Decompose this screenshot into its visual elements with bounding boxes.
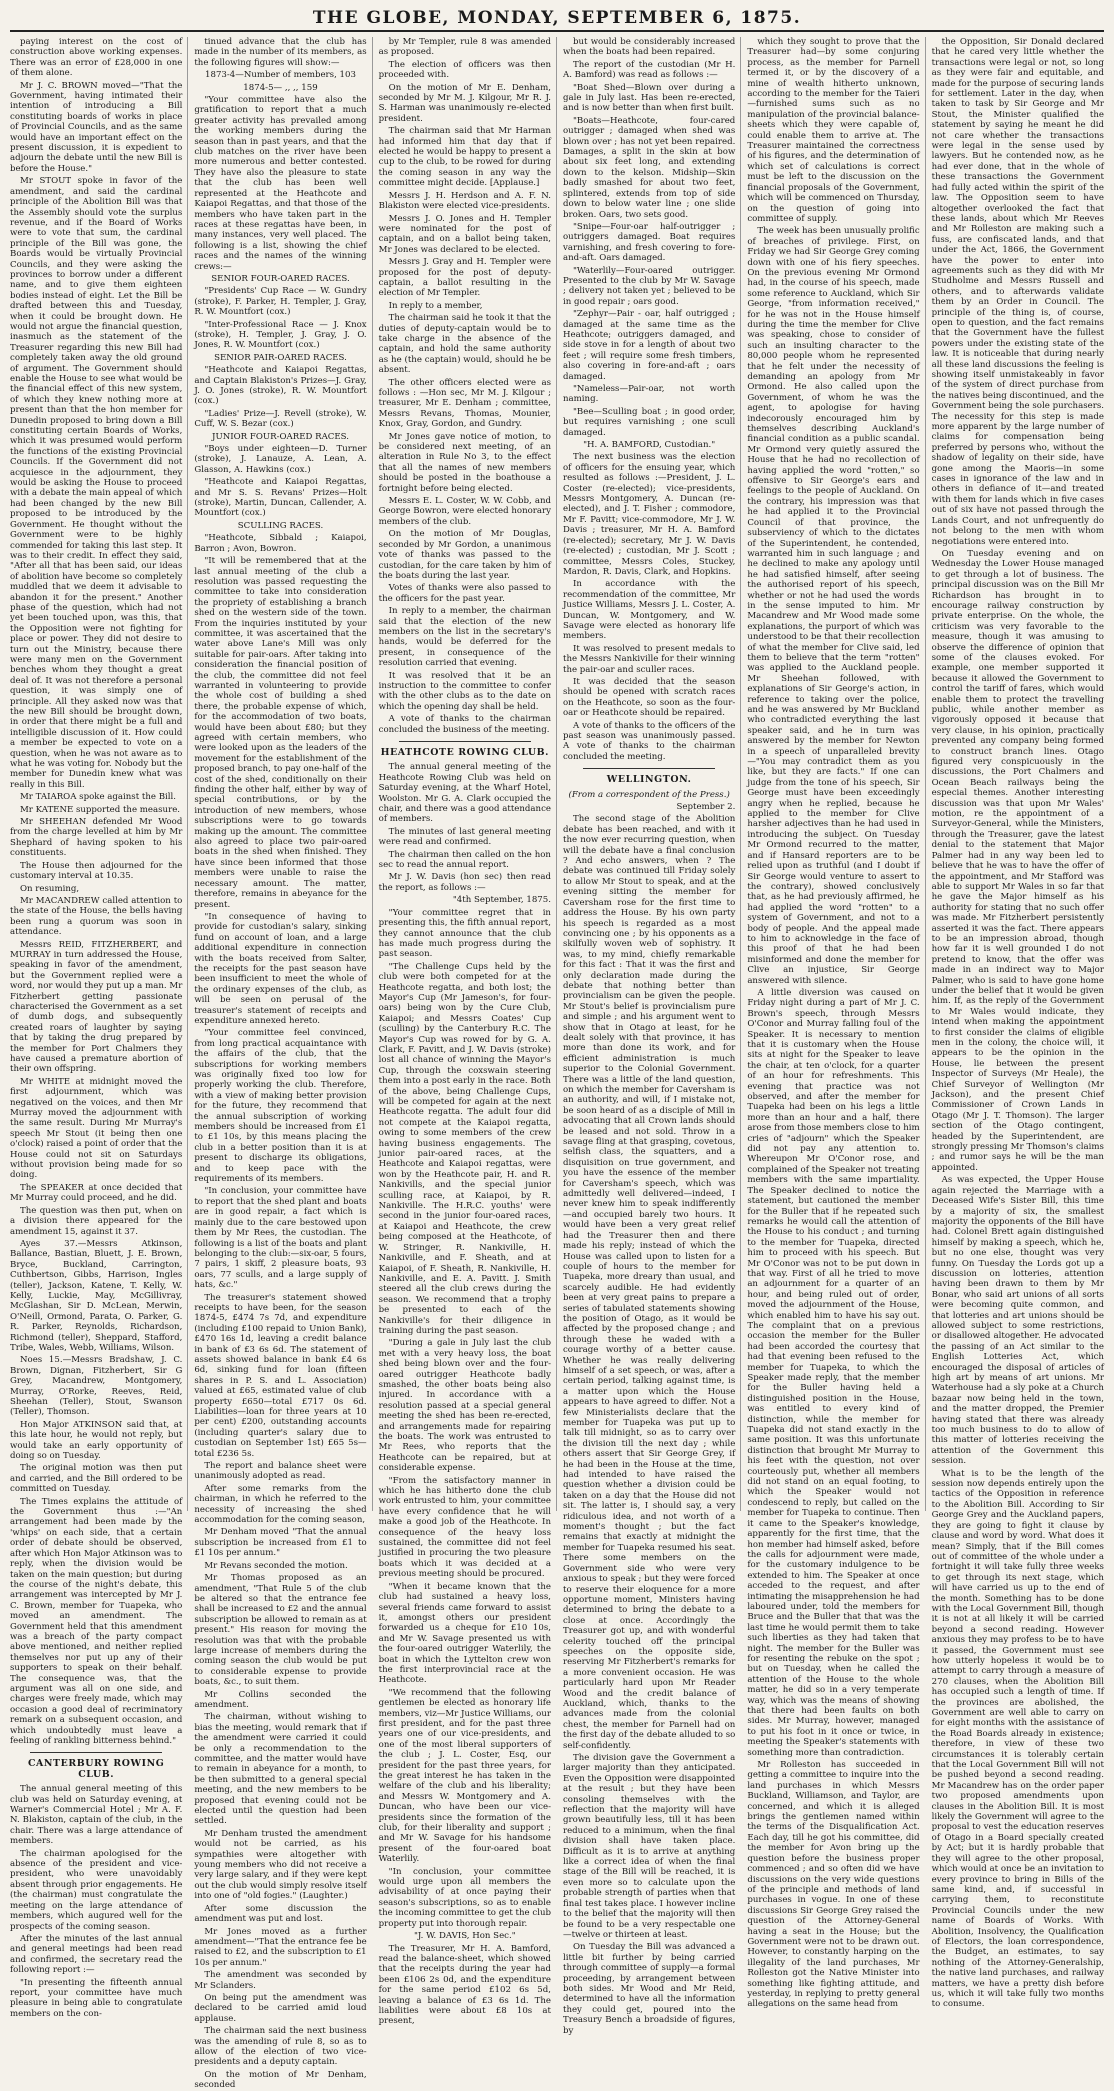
article-paragraph: "J. W. DAVIS, Hon Sec." xyxy=(413,1931,516,1942)
article-paragraph: "The Challenge Cups held by the club were both competed for at the Heathcote regatta, and both lost; the Mayor's Cup (Mr Jameson's, for four-oars) being won by the Cure Club, Kaiapoi; and Messrs Coates' Cup (sculling) by the Canterbury R.C. The Mayor's Cup was rowed for by G. A. Clark, F. Pavitt, and J. W. Davis (stroke) lost all chance of winning the Mayor's Cup, through the coxswain steering them into a post early in the race. Both of the above, being Challenge Cups, will be competed for again at the next Heathcote regatta. The adult four did not compete at the Kaiapoi regatta, owing to some members of the crew having business engagements. The junior pair-oared races, at the Heathcote and Kaiapoi regattas, were won by the Heathcote pair, H. and R. Nankivills, and the special junior sculling race, at Kaiapoi, by R. Nankiville. The H.R.C. youths' were second in the junior four-oared races, at Kaiapoi and Heathcote, the crew being composed at the Heathcote, of W. Stringer, R. Nankiville, H. Nankiville, and F. Sheath, and at Kaiapoi, of F. Sheath, R. Nankiville, H. Nankiville, and E. A. Pavitt. J. Smith steered all the club crews during the season. We recommend that a trophy be presented to each of the Nankiville's for their diligence in training during the past season. xyxy=(378,961,551,1336)
article-paragraph: 1873-4—Number of members, 103 xyxy=(205,70,356,81)
article-paragraph: Mr TAIAROA spoke against the Bill. xyxy=(20,792,176,803)
article-paragraph: It was decided that the season should be opened with scratch races on the Heathcote, so soon as the four-oar or Heathcote should be repaired. xyxy=(562,676,736,719)
article-paragraph: by Mr Templer, rule 8 was amended as proposed. xyxy=(378,37,551,58)
article-paragraph: The election of officers was then proceeded with. xyxy=(378,59,551,81)
article-paragraph: "Snipe—Four-oar half-outrigger ; outriggers damaged. Boat requires varnishing, and fresh covering to fore-and-aft. Oars damaged. xyxy=(562,221,736,264)
article-paragraph: Messrs REID, FITZHERBERT, and MURRAY in turn addressed the House, speaking in favor of the amendment, but the Government replied were a word, nor would they put up a man. Mr Fitzherbert getting passionate characterised the Government as a set of dumb dogs, and subsequently created roars of laughter by saying that by taking the drug prepared by the member for Port Chalmers they have caused a premature abortion of their own offspring. xyxy=(10,939,183,1075)
article-paragraph: After some discussion the amendment was put and lost. xyxy=(194,1903,367,1925)
article-paragraph: It was resolved that it be an instruction to the committee to confer with the other clubs as to the date on which the opening day shall be held. xyxy=(378,670,551,712)
article-paragraph: Mr Rolleston has succeeded in getting a committee to inquire into the land purchases in which Messrs Buckland, Williamson, and Taylor, are concerned, and which it is alleged brings the gentlemen named within the terms of the Disqualification Act. Each day, till he got his committee, did the member for Avon bring up the question before the business proper commenced ; and so often did we have discussions on the very wide questions of the principle and methods of land purchases in vogue. In one of these discussions Sir George Grey raised the question of the Attorney-General having a seat in the House; but the Government were not to be drawn out. However, to constantly harping on the illegality of the land purchases, Mr Rolleston got the Native Minister into something like fighting attitude, and yesterday, in replying to pretty general allegations on the same head from xyxy=(747,1760,920,2010)
article-paragraph: "Boat Shed—Blown over during a gale in July last. Has been re-erected, and is now better than when first built. xyxy=(562,82,736,114)
article-paragraph: It was resolved to present medals to the Messrs Nankiville for their winning the pair-oar and sculler races. xyxy=(562,643,736,675)
article-paragraph: "Heathcote and Kaiapoi Regattas, and Captain Blakiston's Prizes—J. Gray, J. O. Jones (stroke), R. W. Mountfort (cox.) xyxy=(194,365,367,407)
column-4 xyxy=(562,37,741,2036)
column-1 xyxy=(10,37,188,2019)
article-paragraph: On Tuesday evening and on Wednesday the Lower House managed to get through a lot of business. The principal discussion was on the Bill Mr Richardson has brought in to encourage railway construction by private enterprise. On the whole, the criticism was very favorable to the measure, though it was amusing to observe the difference of opinion that some of the clauses evoked. For example, one member supported it because it allowed the Government to control the tariff of fares, which would enable them to protect the travelling public, while another member as vigorously opposed it because that very clause, in his opinion, practically prevented any company being formed to construct branch lines. Otago figured very conspicuously in the discussions, the Port Chalmers and Ocean Beach railways being the especial themes. Another interesting discussion was that upon Mr Wales' motion, re the appointment of a Surveyor-General, while the Ministers, through the Treasurer, gave the latest denial to the statement that Major Palmer had in any way been led to believe that he was to have the offer of the appointment, and Mr Stafford was able to support Mr Wales in so far that he gave the Major himself as his authority for stating that no such offer was made. Mr Fitzherbert persistently asserted it was the fact. There appears to be an impression abroad, though how far it is well grounded I do not pretend to know, that the offer was made in an indirect way to Major Palmer, who is said to have gone home under the belief that it would be given him. If, as the reply of the Government to Mr Wales would indicate, they intend when making the appointment to first consider the claims of eligible men in the colony, the choice will, it appears to be the opinion in the House, lie between the present Inspector of Surveys (Mr Heale), the Chief Surveyor of Wellington (Mr Jackson), and the present Chief Commissioner of Crown Lands in Otago (Mr J. T. Thomson). The larger section of the Otago contingent, headed by the Superintendent, are strongly pressing Mr Thomson's claims ; and rumor says he will be the man appointed. xyxy=(931,548,1104,1173)
article-paragraph: the Opposition, Sir Donald declared that he cared very little whether the transactions were legal or not, so long as they were fair and equitable, and made for the purpose of securing lands for settlement. Later in the day, when taken to task by Sir George and Mr Stout, the Minister qualified the statement by saying he meant he did not care whether the transactions were legal in the sense used by lawyers. But he contended now, as he had ever done, that in the whole of these transactions the Government had fully acted within the spirit of the law. The Opposition seem to have altogether overlooked the fact that these lands, about which Mr Reeves and Mr Rolleston are making such a fuss, are confiscated lands, and that under the Act, 1866, the Government have the power to enter into agreements such as they did with Mr Studholme and Messrs Russell and others, and to afterwards validate them by an Order in Council. The principle of the thing is, of course, open to question, and the fact remains that the Government have the fullest powers under the existing state of the law. It is noticeable that during nearly all these land discussions the feeling is showing itself unmistakeably in favor of the system of direct purchase from the natives being discontinued, and the Government being the sole purchasers. The necessity for this step is made more apparent by the large number of claims for compensation being preferred by persons who, without the shadow of legality on their side, have gone among the Maoris—in some cases in ignorance of the law and in others in defiance of it—and treated with them for lands which in five cases out of six have not passed through the Lands Court, and not unfrequently do not belong to the men with whom negotiations were entered into. xyxy=(931,37,1104,547)
article-paragraph: On the motion of Mr E. Denham, seconded by Mr M. J. Kilgour, Mr R. J. S. Harman was unanimously re-elected president. xyxy=(378,82,551,124)
article-paragraph: Mr Jones moved as a further amendment—"That the entrance fee be raised to £2, and the subscription to £1 10s per annum." xyxy=(194,1926,367,1968)
article-paragraph: The chairman said the next business was the amending of rule 8, so as to allow of the election of two vice-presidents and a deputy captain. xyxy=(194,2026,367,2068)
article-paragraph: The treasurer's statement showed receipts to have been, for the season 1874-5, £474 7s 7d, and expenditure (including £100 repaid to Union Bank), £470 16s 1d, leaving a credit balance in bank of £3 6s 6d. The statement of assets showed balance in bank £4 6s 6d, sinking fund for loan (fifteen shares in P. S. and L. Association) valued at £65, estimated value of club property £650—total £717 0s 6d. Liabilities—loan for three years at 10 per cent) £200, outstanding accounts (including quarter's salary due to custodian on September 1st) £65 5s—total £236 5s. xyxy=(194,1292,367,1459)
article-paragraph: "Boys under eighteen—D. Turner (stroke), J. Lanauze, A. Lean, A. Glasson, A. Hawkins (cox.) xyxy=(194,444,367,475)
article-paragraph: The chairman apologised for the absence of the president and vice-president, who were unavoidably absent through prior engagements. He (the chairman) must congratulate the meeting on the large attendance of members, which augured well for the prospects of the coming season. xyxy=(10,1848,183,1932)
article-paragraph: The amendment was seconded by Mr Sclanders. xyxy=(194,1970,367,1991)
article-paragraph: tinued advance that the club has made in the number of its members, as the following figures will show:— xyxy=(194,37,367,68)
article-paragraph: The Treasurer, Mr H. A. Bamford, read the balance-sheet, which showed that the receipts during the year had been £106 2s 0d, and the expenditure for the same period £102 6s 5d, leaving a balance of £3 6s 1d. The liabilities were about £8 10s at present, xyxy=(378,1943,551,2027)
article-paragraph: "We recommend that the following gentlemen be elected as honorary life members, viz—Mr Justice Williams, our first president, and for the past three years one of our vice-presidents, and one of the most liberal supporters of the club ; J. L. Coster, Esq, our president for the past three years, for the great interest he has taken in the welfare of the club and his liberality; and Messrs W. Montgomery and A. Duncan, who have been our vice-presidents since the formation of the club, for their liberality and support ; and Mr W. Savage for his handsome present of the four-oared boat Waterlily. xyxy=(378,1687,551,1865)
article-paragraph: "Boats—Heathcote, four-cared outrigger ; damaged when shed was blown over ; has not yet been repaired. Damages, a split in the skin at bow about six feet long, and extending down to the kelson. Midship—Skin badly smashed for about two feet, splintered, extends from top of side down to below water line ; one slide broken. Oars, two sets good. xyxy=(562,115,736,220)
article-paragraph: Mr SHEEHAN defended Mr Wood from the charge levelled at him by Mr Shephard of having spoken to his constituents. xyxy=(10,817,183,859)
article-paragraph: Mr Denham moved "That the annual subscription be increased from £1 to £1 10s per annum." xyxy=(194,1527,367,1559)
article-paragraph: 1874-5— ,, ,, 159 xyxy=(243,82,318,93)
article-paragraph: "Your committee have also the gratification to report that a much greater activity has prevailed among the working members during the season than in past years, and that the club matches on the river have been more numerous and better contested. They have also the pleasure to state that the club has been well represented at the Heathcote and Kaiapoi Regattas, and that those of the members who have taken part in the races at these regattas have been, in many instances, very well placed. The following is a list, showing the chief races and the names of the winning crews:— xyxy=(194,95,367,272)
article-paragraph: On resuming, xyxy=(20,883,80,894)
column-5 xyxy=(747,37,925,2010)
article-paragraph: Mr Denham trusted the amendment would not be carried, as his sympathies were altogether with young members who did not receive a very large salary, and if they were kept out the club would simply resolve itself into one of "old fogies." (Laughter.) xyxy=(194,1828,367,1902)
article-paragraph: The next business was the election of officers for the ensuing year, which resulted as follows :—President, J. L. Coster (re-elected); vice-presidents, Messrs Montgomery, A. Duncan (re-elected), and J. T. Fisher ; commodore, Mr F. Pavitt; vice-commodore, Mr J. W. Davis ; treasurer, Mr H. A. Bamford (re-elected); secretary, Mr J. W. Davis (re-elected) ; custodian, Mr J. Scott ; committee, Messrs Coles, Stuckey, Mardon, R. Davis, Clark, and Hopkins. xyxy=(562,452,736,577)
article-paragraph: The question was then put, when on a division there appeared for the amendment 15, against it 37. xyxy=(10,1205,183,1237)
article-paragraph: paying interest on the cost of construction above working expenses. There was an error of £28,000 in one of them alone. xyxy=(10,37,183,79)
article-paragraph: A little diversion was caused on Friday night during a part of Mr J. C. Brown's speech, through Messrs O'Conor and Murray falling foul of the Speaker. It is necessary to mention that it is customary when the House sits at night for the Speaker to leave the chair, at ten o'clock, for a quarter of an hour for refreshments. This evening that practice was not observed, and after the member for Tuapeka had been on his legs a little more than an hour and a half, there arose from those members close to him cries of "adjourn" which the Speaker did not pay any attention to. Whereupon Mr O'Conor rose, and complained of the Speaker not treating members with the same impartiality. The Speaker declined to notice the statement, but cautioned the member for the Buller that if he repeated such remarks he would call the attention of the House to his conduct ; and turning to the member for Tuapeka, directed him to proceed with his speech. But Mr O'Conor was not to be put down in that way. First of all he tried to move an adjournment for a quarter of an hour, and being ruled out of order, moved the adjournment of the House, which enabled him to have his say out. The complaint that on a previous occasion the member for the Buller had been accorded the courtesy that had that evening been refused to the member for Tuapeka, to which the Speaker made reply, that the member for the Buller having held a distinguished position in the House, was entitled to every kind of distinction, while the member for Tuapeka did not stand exactly in the same position. It was this unfortunate distinction that brought Mr Murray to his feet with the question, not over courteously put, whether all members did not stand on an equal footing, to which the Speaker would not condescend to reply, but called on the member for Tuapeka to continue. Then it came to the Speaker's knowledge, apparently for the first time, that the hon member had himself asked, before the calls for adjournment were made, for the customary indulgence to be extended to him. The Speaker at once acceded to the request, and after intimating the misapprehension he had laboured under, told the members for Bruce and the Buller that that was the last time he would permit them to take such liberties as they had taken that night. The member for the Buller was for resenting the rebuke on the spot ; but on Tuesday, when he called the attention of the House to the whole matter, he did so in a very temperate way, which was the means of showing that there had been faults on both sides. Mr Murray, however, managed to put his foot in it once or twice, in meeting the Speaker's statements with something more than contradiction. xyxy=(747,987,920,1758)
article-paragraph: "Ladies' Prize—J. Revell (stroke), W. Cuff, W. S. Bezar (cox.) xyxy=(194,408,367,430)
article-paragraph: The SPEAKER at once decided that Mr Murray could proceed, and he did. xyxy=(10,1182,183,1204)
article-paragraph: Mr J. C. BROWN moved—"That the Government, having intimated their intention of introducing a Bill constituting boards of works in place of Provincial Councils, and as the same would have an important effect on the present discussion, it is expedient to adjourn the debate until the new Bill is before the House." xyxy=(10,80,183,174)
article-paragraph: "From the satisfactory manner in which he has hitherto done the club work entrusted to him, your committee have every confidence that he will make a good job of the Heathcote. In consequence of the heavy loss sustained, the committee did not feel justified in procuring the two pleasure boats which it was decided at a previous meeting should be procured. xyxy=(378,1475,551,1580)
article-paragraph: The Times explains the attitude of the Government thus :—"An arrangement had been made by the 'whips' on each side, that a certain order of debate should be observed, after which Hon Major Atkinson was to reply, when the division would be taken on the main question; but during the course of the night's debate, this arrangement was intercepted by Mr J. C. Brown, member for Tuapeka, who moved an amendment. The Government held that this amendment was a breach of the party compact above mentioned, and neither replied themselves nor put up any of their supporters to speak on their behalf. The consequence was, that the argument was all on one side, and charges were freely made, which may occasion a good deal of recriminatory remark on a subsequent occasion, and which undoubtedly must leave a feeling of rankling bitterness behind." xyxy=(10,1496,183,1746)
article-paragraph: The week has been unusually prolific of breaches of privilege. First, on Friday we had Sir George Grey coming down with one of his fiery speeches. On the previous evening Mr Ormond had, in the course of his speech, made some reference to Auckland, which Sir George, "from information received," for he was not in the House himself during the time the member for Clive was speaking, chose to consider of such an insulting character to the 80,000 people whom he represented that he felt under the necessity of demanding an apology from Mr Ormond. He also called upon the Government, of whom he was the agent, to apologise for having indecorously encouraged him by themselves describing Auckland's financial condition as a public scandal. Mr Ormond very quietly assured the House that he had no recollection of having applied the word "rotten," so offensive to Sir George's ears and feelings to the people of Auckland. On the contrary, his impression was that he had applied it to the Provincial Council of that province, the subserviency of which to the dictates of the Superintendent, he contended, warranted him in such language ; and he declined to make any apology until he had satisfied himself, after seeing the authorised report of his speech, whether or not he had used the words in the sense imputed to him. Mr Macandrew and Mr Wood made some explanations, the purport of which was understood to be that their recollection of what the member for Clive said, led them to believe that the term "rotten" was applied to the Auckland people. Mr Sheehan followed, with explanations of Sir George's action, in reference to taking over the police, and he was answered by Mr Buckland who contradicted everything the last speaker said, and he in turn was answered by the member for Newton in a speech of unparalleled brevity—"You may contradict them as you like, but they are facts." If one can judge from the tone of his speech, Sir George must have been exceedingly angry when he replied, because he applied to the member for Clive harsher adjectives than he had used in introducing the subject. On Tuesday Mr Ormond recurred to the matter, and if Hansard reporters are to be relied upon as truthful (and I doubt if Sir George would venture to assert to the contrary), showed conclusively that, as he had previously affirmed, he had applied the word "rotten" to a system of Government, and not to a body of people. And the appeal made to him to acknowledge in the face of this proof of that he had been misinformed and done the member for Clive an injustice, Sir George answered with silence. xyxy=(747,226,920,986)
section-heading: CANTERBURY ROWING CLUB. xyxy=(27,1758,165,1780)
article-paragraph: SENIOR PAIR-OARED RACES. xyxy=(214,352,347,363)
article-paragraph: The second stage of the Abolition debate has been reached, and with it the now ever recurring question, when will the debate have a final conclusion ? And echo answers, when ? The debate was continued till Friday solely to allow Mr Stout to speak, and at the evening sitting the member for Caversham rose for the first time to address the House. By his own party his speech is regarded as a most convincing one ; by his opponents as a skilfully woven web of sophistry. It was, to my mind, chiefly remarkable for this fact : That it was the first and only declaration made during the debate that nothing better than provincialism can be given the people. Mr Stout's belief is provincialism pure and simple ; and his argument went to show that in Otago at least, for he dealt solely with that province, it has more than done its work, and for efficient administration is much superior to the Colonial Government. There was a little of the land question, on which the member for Caversham is an authority, and will, if I mistake not, be soon heard of as a disciple of Mill in advocating that all Crown lands should be leased and not sold. Throw in a savage fling at that grasping, covetous, selfish class, the squatters, and a disquisition on true government, and you have the essence of the member for Caversham's speech, which was admittedly well delivered—indeed, I never knew him to speak indifferently—and occupied barely two hours. It would have been a very great relief had the Treasurer then and there made his reply; instead of which the House was called upon to listen for a couple of hours to the member for Tuapeka, more dreary than usual, and scarcely audible. He had evidently been at very great pains to prepare a series of tabulated statements showing the position of Otago, as it would be affected by the proposed change ; and through these he waded with a courage worthy of a better cause. Whether he was really delivering himself of a set speech, or was, after a certain period, talking against time, is a matter upon which the House appears to have agreed to differ. Not a few Ministerialists declare that the member for Tuapeka was put up to talk till midnight, so as to carry over the division till the next day ; while others assert that Sir George Grey, if he had been in the House at the time, had intended to have raised the question whether a division could be taken on a day that the House did not sit. The latter is, I should say, a very ridiculous idea, and not worth of a moment's thought ; but the fact remains that exactly at midnight the member for Tuapeka resumed his seat. There some members on the Government side who were very anxious to speak ; but they were forced to reserve their eloquence for a more opportune moment, Ministers having determined to bring the debate to a close at once. Accordingly the Treasurer got up, and with wonderful celerity touched off the principal speeches on the opposite side, reserving Mr Fitzherbert's remarks for a more convenient occasion. He was particularly hard upon Mr Reader Wood and the credit balance of Auckland, which, thanks to the advances made from the colonial chest, the member for Parnell had on the first day of the debate alluded to so self-confidently. xyxy=(562,814,736,1751)
section-heading: HEATHCOTE ROWING CLUB. xyxy=(380,747,550,758)
article-paragraph: "Bee—Sculling boat ; in good order, but requires varnishing ; one scull damaged. xyxy=(562,406,736,438)
article-paragraph: Mr WHITE at midnight moved the first adjournment, which was negatived on the voices, and then Mr Murray moved the adjournment with the same result. During Mr Murray's speech Mr Stout (it being then one o'clock) raised a point of order that the House could not sit on Saturdays without provision being made for so doing. xyxy=(10,1076,183,1181)
article-paragraph: September 2. xyxy=(676,802,736,813)
article-paragraph: The report of the custodian (Mr H. A. Bamford) was read as follows :— xyxy=(562,59,736,81)
article-paragraph: The chairman said that Mr Harman had informed him that day that if elected he would be happy to present a cup to the club, to be rowed for during the coming season in any way the committee might decide. [Applause.] xyxy=(378,126,551,189)
column-6 xyxy=(931,37,1104,2010)
article-paragraph: "During a gale in July last the club met with a very heavy loss, the boat shed being blown over and the four-oared outrigger Heathcote badly smashed, the other boats being also injured. In accordance with a resolution passed at a special general meeting the shed has been re-erected, and arrangements made for repairing the boats. The work was entrusted to Mr Rees, who reports that the Heathcote can be repaired, but at considerable expense. xyxy=(378,1338,551,1474)
article-paragraph: "Heathcote, Sibbald ; Kaiapoi, Barron ; Avon, Bowron. xyxy=(194,533,367,554)
article-paragraph: "H. A. BAMFORD, Custodian." xyxy=(583,440,716,451)
article-paragraph: What is to be the length of the session now depends entirely upon the tactics of the Opposition in reference to the Abolition Bill. According to Sir George Grey and the Auckland papers, they are going to fight it clause by clause and word by word. What does it mean? Simply, that if the Bill comes out of committee of the whole under a fortnight it will take fully three weeks to get through its next stage, which will have carried us up to the end of the month. Something has to be done with the Local Government Bill, though it is not at all likely it will be carried beyond a second reading. However anxious they may profess to be to have it passed, the Government must see how utterly hopeless it would be to attempt to carry through a measure of 270 clauses, when the Abolition Bill has occupied such a length of time. If the provinces are abolished, the Government are well able to carry on for eight months with the assistance of the Road Boards already in existence; therefore, in view of these two circumstances it is tolerably certain that the Local Government Bill will not be pushed beyond a second reading. Mr Macandrew has on the order paper two proposed amendments upon clauses in the Abolition Bill. It is most likely the Government will agree to the proposal to vest the education reserves of Otago in a Board specially created by Act; but it is hardly probable that they will agree to the other proposal, which would at once be an invitation to every province to bring in Bills of the same kind, and, if successful in carrying them, to reconstitute Provincial Councils under the new name of Boards of Works. With Abolition, Insolvency, the Qualification of Electors, the loan correspondence, the Budget, an estimates, to say nothing of the Attorney-Generalship, the native land purchases, and railway matters, we have a pretty dish before us, which it will take fully two months to consume. xyxy=(931,1468,1104,2010)
article-paragraph: The chairman then called on the hon sec to read the annual report. xyxy=(378,849,551,871)
article-paragraph: The annual general meeting of the Heathcote Rowing Club was held on Saturday evening, at the Wharf Hotel, Woolston. Mr G. A. Clark occupied the chair, and there was a good attendance of members. xyxy=(378,762,551,825)
article-paragraph: Mr J. W. Davis (hon sec) then read the report, as follows :— xyxy=(378,872,551,893)
article-paragraph: "Nameless—Pair-oar, not worth naming. xyxy=(562,384,736,405)
article-paragraph: Messrs J. H. Herdson and A. F. N. Blakiston were elected vice-presidents. xyxy=(378,190,551,212)
article-paragraph: On the motion of Mr Denham, seconded xyxy=(194,2069,367,2091)
article-paragraph: "Your committee feel convinced, from long practical acquaintance with the affairs of the club, that the subscriptions for working members was originally fixed too low for properly working the club. Therefore, with a view of making better provision for the future, they recommend that the annual subscription of working members should be increased from £1 to £1 10s, by this means placing the club in a better position than it is at present to discharge its obligations, and to keep pace with the requirements of its members. xyxy=(194,1028,367,1185)
article-paragraph: The chairman said he took it that the duties of deputy-captain would be to take charge in the absence of the captain, and hold the same authority as he (the captain) would, should he be absent. xyxy=(378,313,551,376)
article-paragraph: The division gave the Government a larger majority than they anticipated. Even the Opposition were disappointed at the result ; but they have been consoling themselves with the reflection that the majority will have grown beautifully less, till it has been reduced to a minimum, when the final division shall have taken place. Difficult as it is to arrive at anything like a correct idea of when the final stage of the Bill will be reached, it is even more so to calculate upon the probable strength of parties when that final test takes place. I however incline to the belief that the majority will then be found to be a very respectable one—twelve or thirteen at least. xyxy=(562,1753,736,1940)
article-paragraph: "In consequence of having to provide for custodian's salary, sinking fund on account of loan, and a large additional expenditure in connection with the boats received from Salter, the receipts for the past season have been insufficient to meet the whole of the ordinary expenses of the club, as will be seen on perusal of the treasurer's statement of receipts and expenditure annexed hereto. xyxy=(194,911,367,1026)
article-paragraph: In reply to a member, the chairman said that the election of the new members on the list in the secretary's hands, would be deferred for the present, in consequence of the resolution carried that evening. xyxy=(378,606,551,669)
article-paragraph: "When it became known that the club had sustained a heavy loss, several friends came forward to assist it, amongst others our president forwarded us a cheque for £10 10s, and Mr W. Savage presented us with the four-oared outrigger Waterlily, the boat in which the Lyttelton crew won the first interprovincial race at the Heathcote. xyxy=(378,1581,551,1686)
section-rule xyxy=(399,741,531,742)
article-paragraph: The minutes of last general meeting were read and confirmed. xyxy=(378,826,551,848)
article-paragraph: "Inter-Professional Race — J. Knox (stroke), H. Templer, J. Gray, J. O. Jones, R. W. Mountfort (cox.) xyxy=(194,319,367,351)
column-2 xyxy=(194,37,372,2091)
article-paragraph: Ayes 37.—Messrs Atkinson, Ballance, Bastian, Bluett, J. E. Brown, Bryce, Buckland, Carrington, Cuthbertson, Gibbs, Harrison, Ingles (teller), Jackson, Katene, T. Kelly, W. Kelly, Luckie, May, McGillivray, McGlashan, Sir D. McLean, Merwin, O'Neill, Ormond, Parata, O. Parker, G. R. Parker, Reynolds, Richardson, Richmond (teller), Sheppard, Stafford, Tribe, Wales, Webb, Williams, Wilson. xyxy=(10,1238,183,1353)
article-paragraph: Mr KATENE supported the measure. xyxy=(20,804,181,815)
article-paragraph: Noes 15.—Messrs Bradshaw, J. C. Brown, Dignan, Fitzherbert, Sir G Grey, Macandrew, Montgomery, Murray, O'Rorke, Reeves, Reid, Sheehan (Teller), Stout, Swanson (Teller), Thomson. xyxy=(10,1355,183,1418)
article-paragraph: "In presenting the fifteenth annual report, your committee have much pleasure in being able to congratulate members on the con- xyxy=(10,1977,183,2019)
article-paragraph: "Your committee regret that in presenting this, the fifth annual report, they cannot announce that the club has made much progress during the past season. xyxy=(378,907,551,960)
columns xyxy=(10,37,1104,2091)
article-paragraph: Mr Revans seconded the motion. xyxy=(204,1560,348,1571)
article-paragraph: Mr Collins seconded the amendment. xyxy=(194,1689,367,1710)
section-rule xyxy=(583,768,715,769)
article-paragraph: "4th September, 1875. xyxy=(452,895,551,906)
article-paragraph: JUNIOR FOUR-OARED RACES. xyxy=(212,431,349,442)
article-paragraph: The annual general meeting of this club was held on Saturday evening, at Warner's Commercial Hotel ; Mr A. F. N. Blakiston, captain of the club, in the chair. There was a large attendance of members. xyxy=(10,1784,183,1847)
section-rule xyxy=(30,1752,162,1753)
article-paragraph: "It will be remembered that at the last annual meeting of the club a resolution was passed requesting the committee to take into consideration the propriety of establishing a branch shed on the western side of the town. From the inquiries instituted by your committee, it was ascertained that the water above Lane's Mill was only suitable for pair-oars. After taking into consideration the financial position of the club, the committee did not feel warranted in volunteering to provide the whole cost of building a shed there, the probable expense of which, for the accommodation of two boats, would have been about £80; but they agreed with certain members, who were looked upon as the leaders of the movement for the establishment of the proposed branch, to pay one-half of the cost of the shed, conditionally on their finding the other half, either by way of special contributions, or by the introduction of new members, whose subscriptions were to go towards making up the amount. The committee also agreed to place two pair-oared boats in the shed when finished. They have since been informed that those members were unable to raise the necessary amount. The matter, therefore, remains in abeyance for the present. xyxy=(194,556,367,910)
article-paragraph: but would be considerably increased when the boats had been repaired. xyxy=(562,37,736,58)
article-paragraph: The chairman, without wishing to bias the meeting, would remark that if the amendment were carried it could be only a recommendation to the committee, and the matter would have to remain in abeyance for a month, to be then submitted to a general special meeting, and the new members to be proposed that evening could not be elected until the question had been settled. xyxy=(194,1712,367,1827)
article-paragraph: Messrs J. O. Jones and H. Templer were nominated for the post of captain, and on a ballot being taken, Mr Jones was declared to be elected. xyxy=(378,213,551,255)
article-paragraph: On Tuesday the Bill was advanced a little bit further by being carried through committee of supply—a formal proceeding, by arrangement between both sides. Mr Wood and Mr Reid, determined to have all the information they could get, poured into the Treasury Bench a broadside of figures, by xyxy=(562,1942,736,2036)
article-paragraph: Mr Thomas proposed as an amendment, "That Rule 5 of the club be altered so that the entrance fee shall be increased to £2 and the annual subscription be allowed to remain as at present." His reason for moving the resolution was that with the probable large increase of members during the coming season the club would be put to considerable expense to provide boats, &c., to suit them. xyxy=(194,1573,367,1688)
article-paragraph: "Heathcote and Kaiapoi Regattas, and Mr S. S. Revans' Prizes—Holt (stroke), Martin, Duncan, Callender, A. Mountfort (cox.) xyxy=(194,477,367,519)
section-heading: WELLINGTON. xyxy=(606,774,692,786)
article-paragraph: SCULLING RACES. xyxy=(237,520,324,531)
article-paragraph: Votes of thanks were also passed to the officers for the past year. xyxy=(378,583,551,604)
article-paragraph: As was expected, the Upper House again rejected the Marriage with a Deceased Wife's Sister Bill, this time by a majority of six, the smallest majority the opponents of the Bill have had. Colonel Brett again distinguished himself by making a speech, which he, but no one else, thought was very funny. On Tuesday the Lords got up a discussion on lotteries, attention having been drawn to them by Mr Bonar, who said art unions of all sorts were becoming quite common, and that lotteries and art unions should be allowed subject to some restrictions, or disallowed altogether. He advocated the passing of an Act similar to the English Lotteries Act, which encouraged the disposal of articles of high art by means of art unions. Mr Waterhouse had a sly poke at a Church bazaar now being held in the town, and the matter dropped, the Premier having stated that there was already too much business to do to allow of this matter of lotteries receiving the attention of the Government this session. xyxy=(931,1175,1104,1467)
masthead: THE GLOBE, MONDAY, SEPTEMBER 6, 1875. xyxy=(10,6,1104,32)
article-paragraph: The other officers elected were as follows : —Hon sec, Mr M. J. Kilgour ; treasurer, Mr E. Denham ; committee, Messrs Revans, Thomas, Mounier, Knox, Gray, Gordon, and Gundry. xyxy=(378,377,551,430)
article-paragraph: On being put the amendment was declared to be carried amid loud applause. xyxy=(194,1992,367,2024)
article-paragraph: After the minutes of the last annual and general meetings had been read and confirmed, the secretary read the following report :— xyxy=(10,1933,183,1976)
article-paragraph: which they sought to prove that the Treasurer had—by some conjuring process, as the member for Parnell termed it, or by the discovery of a mine of wealth hitherto unknown, according to the member for the Taieri—furnished sums such as no manipulation of the provincial balance-sheets which they were capable of, could enable them to arrive at. The Treasurer maintained the correctness of his figures, and the determination of which set of calculations is correct must be left to the discussion on the financial proposals of the Government, which will be commenced on Thursday, on the question of going into committee of supply. xyxy=(747,37,920,224)
article-paragraph: Hon Major ATKINSON said that, at this late hour, he would not reply, but would take an early opportunity of doing so on Tuesday. xyxy=(10,1419,183,1462)
article-paragraph: Mr Jones gave notice of motion, to be considered next meeting, of an alteration in Rule No 3, to the effect that all the names of new members should be posted in the boathouse a fortnight before being elected. xyxy=(378,431,551,494)
article-paragraph: On the motion of Mr Douglas, seconded by Mr Gordon, a unanimous vote of thanks was passed to the custodian, for the care taken by him of the boats during the last year. xyxy=(378,529,551,581)
article-paragraph: "Zephyr—Pair - oar, half outrigged ; damaged at the same time as the Heathcote; outriggers damaged, and side stove in for a length of about two feet ; will require some fresh timbers, also covering in fore-and-aft ; oars damaged. xyxy=(562,309,736,382)
article-paragraph: "In conclusion, your committee would urge upon all members the advisability of at once paying their season's subscriptions, so as to enable the incoming committee to get the club property put into thorough repair. xyxy=(378,1866,551,1929)
article-paragraph: In accordance with the recommendation of the committee, Mr Justice Williams, Messrs J. L. Coster, A. Duncan, W. Montgomery, and W. Savage were elected as honorary life members. xyxy=(562,579,736,642)
column-3 xyxy=(378,37,557,2027)
article-paragraph: After some remarks from the chairman, in which he referred to the necessity of increasing the shed accommodation for the coming season, xyxy=(194,1483,367,1526)
article-paragraph: "In conclusion, your committee have to report that the shed plant and boats are in good repair, a fact which is mainly due to the care bestowed upon them by Mr Rees, the custodian. The following is a list of the boats and plant belonging to the club:—six-oar, 5 fours, 7 pairs, 1 skiff, 2 pleasure boats, 93 oars, 77 sculls, and a large supply of hats, &c." xyxy=(194,1186,367,1291)
article-paragraph: Messrs J. Gray and H. Templer were proposed for the post of deputy-captain, a ballot resulting in the election of Mr Templer. xyxy=(378,257,551,299)
article-paragraph: Messrs E. L. Coster, W. W. Cobb, and George Bowron, were elected honorary members of the club. xyxy=(378,496,551,527)
article-paragraph: The original motion was then put and carried, and the Bill ordered to be committed on Tuesday. xyxy=(10,1463,183,1495)
article-paragraph: "Presidents' Cup Race — W. Gundry (stroke), F. Parker, H. Templer, J. Gray, R. W. Mountfort (cox.) xyxy=(194,286,367,318)
article-paragraph: "Waterlily—Four-oared outrigger. Presented to the club by Mr W. Savage ; delivery not taken yet ; believed to be in good repair ; oars good. xyxy=(562,265,736,307)
article-paragraph: A vote of thanks to the officers of the past season was unanimously passed. A vote of thanks to the chairman concluded the meeting. xyxy=(562,720,736,762)
article-paragraph: A vote of thanks to the chairman concluded the business of the meeting. xyxy=(378,714,551,735)
article-paragraph: In reply to a member, xyxy=(388,300,483,311)
article-paragraph: SENIOR FOUR-OARED RACES. xyxy=(211,273,350,284)
article-paragraph: Mr STOUT spoke in favor of the amendment, and said the cardinal principle of the Abolition Bill was that the Assembly should vote the surplus revenue, and if the Board of Works were to vote that sum, the cardinal principle of the Bill was gone, the Boards would be virtually Provincial Councils, and they were asking the provinces to borrow under a different name, and to give them eighteen bodies instead of eight. Let the Bill be drafted between this and Tuesday, when it could be brought down. He would not argue the financial question, inasmuch as the statement of the Treasurer regarding this new Bill had completely taken away the old ground of argument. The Government should enable the House to see what would be the financial effect of this new system, of which they knew nothing more at present than that the hon member for Dunedin proposed to bring down a Bill constituting certain Boards of Works, which it was presumed would perform the functions of the existing Provincial Councils. If the Government did not acquiesce in the adjournment, they would be asking the House to proceed with a debate the main appeal of which had been changed by the new Bill proposed to be introduced by the Government. He thought without the Government were to be highly commended for taking this last step. It was to their credit. In effect they said, "After all that has been said, our ideas of abolition have become so completely muddled that we deem it advisable to abandon it for the present." Another phase of the question, which had not yet been touched upon, was this, that the Opposition were not fighting for place or power. They did not desire to turn out the Ministry, because there were many men on the Government benches whom they thought a great deal of. It was not therefore a personal question, it was simply one of principle. All they asked now was that the new Bill should be brought down, in order that there might be a full and intelligible discussion of it. How could a member be expected to vote on a question, when he was not aware as to what he was voting for. Nobody but the member for Dunedin knew what was really in this Bill. xyxy=(10,176,183,790)
article-paragraph: The House then adjourned for the customary interval at 10.35. xyxy=(10,860,183,882)
article-paragraph: Mr MACANDREW called attention to the state of the House, the bells having been rung a quorum was soon in attendance. xyxy=(10,895,183,938)
article-paragraph: The report and balance sheet were unanimously adopted as read. xyxy=(194,1461,367,1482)
article-paragraph: (From a correspondent of the Press.) xyxy=(568,789,730,800)
